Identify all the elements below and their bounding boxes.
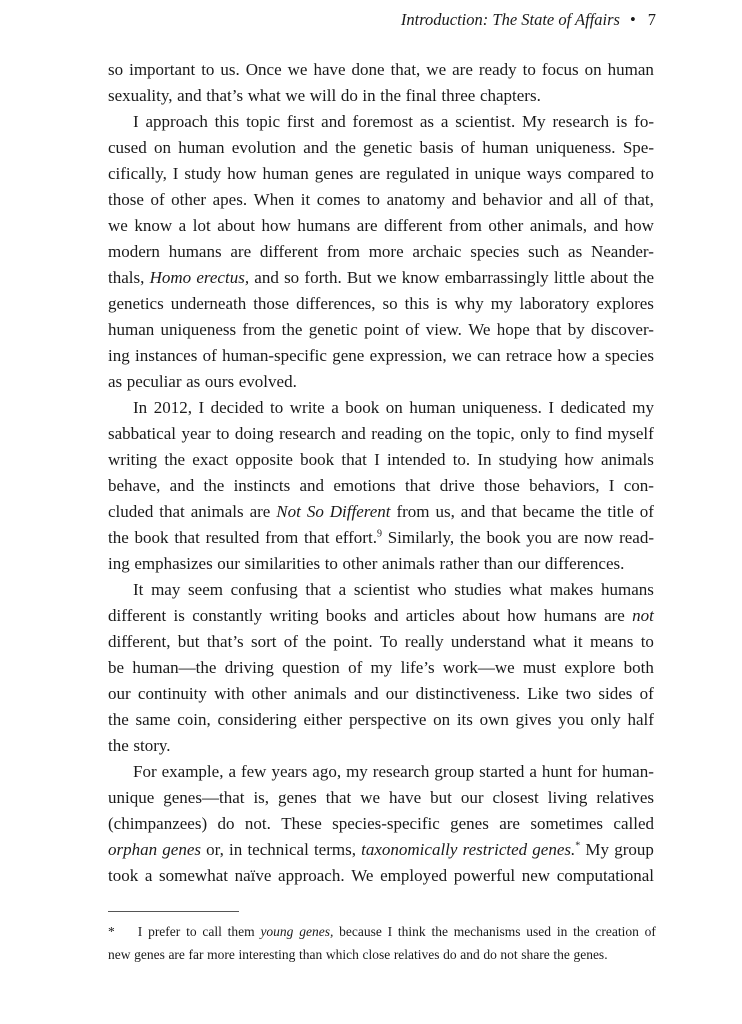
text-line: * I prefer to call them young genes, because I think the mechanisms used in the creation of: [108, 920, 656, 943]
header-separator: •: [629, 10, 636, 29]
text-line: orphan genes or, in technical terms, taxonomically restricted genes.* My group: [108, 840, 654, 859]
text-line: human uniqueness from the genetic point of view. We hope that by discover-: [108, 320, 654, 339]
text-line: cused on human evolution and the genetic basis of human uniqueness. Spe-: [108, 138, 654, 157]
text-line: our continuity with other animals and our distinctiveness. Like two sides of: [108, 684, 654, 703]
text-line: new genes are far more interesting than which close relatives do and do not share the genes.: [108, 947, 608, 962]
page-number: 7: [647, 10, 656, 29]
text-line: ing instances of human-specific gene expression, we can retrace how a species: [108, 346, 654, 365]
text-line: ing emphasizes our similarities to other animals rather than our differences.: [108, 554, 625, 573]
text-line: thals, Homo erectus, and so forth. But we know embarrassingly little about the: [108, 268, 654, 287]
text-line: took a somewhat naïve approach. We employed powerful new computational: [108, 866, 654, 885]
main-text: [108, 57, 654, 889]
footnote-marker: *: [108, 924, 115, 939]
text-line: writing the exact opposite book that I intended to. In studying how animals: [108, 450, 654, 469]
text-line: In 2012, I decided to write a book on human uniqueness. I dedicated my: [133, 398, 654, 417]
text-line: sabbatical year to doing research and reading on the topic, only to find myself: [108, 424, 654, 443]
text-line: the story.: [108, 736, 171, 755]
text-line: so important to us. Once we have done that, we are ready to focus on human: [108, 60, 654, 79]
text-line: genetics underneath those differences, so this is why my laboratory explores: [108, 294, 654, 313]
text-line: be human—the driving question of my life’s work—we must explore both: [108, 658, 654, 677]
footnote-divider: [108, 911, 239, 912]
footnote: [108, 920, 656, 966]
text-line: as peculiar as ours evolved.: [108, 372, 297, 391]
running-title: Introduction: The State of Affairs: [400, 10, 620, 29]
text-line: unique genes—that is, genes that we have but our closest living relatives: [108, 788, 654, 807]
text-line: I approach this topic first and foremost as a scientist. My research is fo-: [133, 112, 654, 131]
footnote-reference[interactable]: *: [575, 840, 581, 852]
running-head: [108, 8, 656, 32]
text-line: the same coin, considering either perspective on its own gives you only half: [108, 710, 654, 729]
text-line: behave, and the instincts and emotions that drive those behaviors, I con-: [108, 476, 654, 495]
text-line: sexuality, and that’s what we will do in the final three chapters.: [108, 86, 541, 105]
text-line: we know a lot about how humans are different from other animals, and how: [108, 216, 654, 235]
text-line: cluded that animals are Not So Different from us, and that became the title of: [108, 502, 654, 521]
text-line: different, but that’s sort of the point. To really understand what it means to: [108, 632, 654, 651]
text-line: It may seem confusing that a scientist who studies what makes humans: [133, 580, 654, 599]
text-line: modern humans are different from more archaic species such as Neander-: [108, 242, 654, 261]
text-line: those of other apes. When it comes to anatomy and behavior and all of that,: [108, 190, 654, 209]
text-line: (chimpanzees) do not. These species-specific genes are sometimes called: [108, 814, 654, 833]
text-line: the book that resulted from that effort.$^9$ Similarly, the book you are now read-: [108, 528, 654, 547]
text-line: cifically, I study how human genes are regulated in unique ways compared to: [108, 164, 654, 183]
text-line: different is constantly writing books and articles about how humans are not: [108, 606, 654, 625]
footnote-reference[interactable]: 9: [376, 528, 382, 540]
text-line: For example, a few years ago, my research group started a hunt for human-: [133, 762, 654, 781]
